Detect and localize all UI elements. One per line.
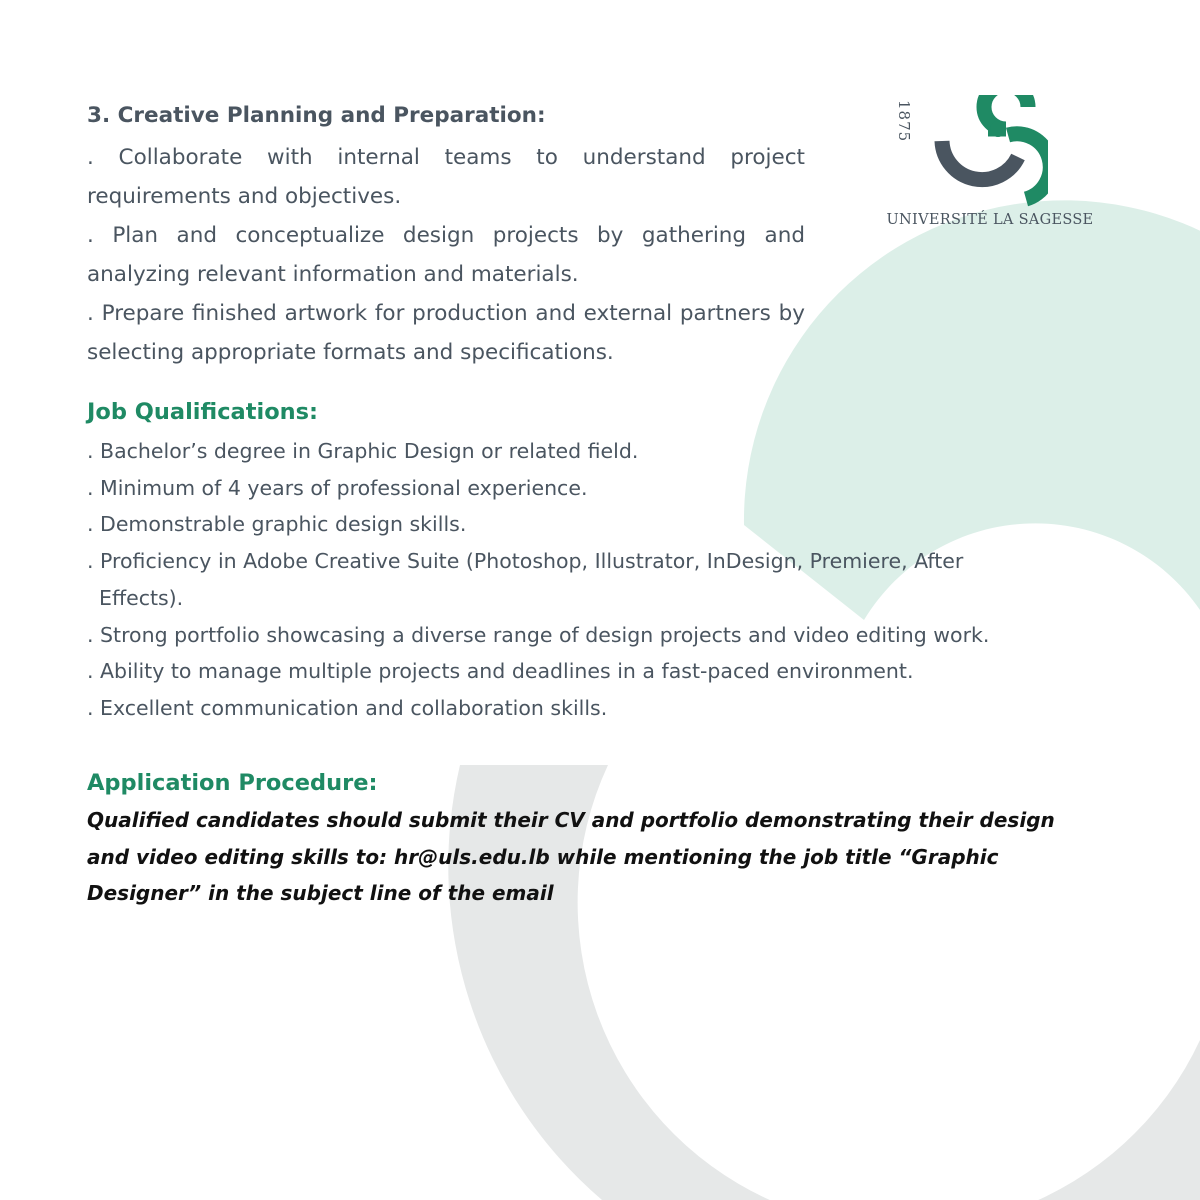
qualification-item: . Excellent communication and collaboration skills.	[87, 695, 608, 720]
creative-item: . Prepare finished artwork for production and external partners by selecting appropriate formats and specifications.	[87, 301, 805, 365]
job-qualifications-heading: Job Qualifications:	[87, 399, 319, 425]
creative-item: . Plan and conceptualize design projects by gathering and analyzing relevant information and materials.	[87, 223, 805, 287]
qualification-item: . Strong portfolio showcasing a diverse range of design projects and video editing work.	[87, 622, 990, 647]
creative-item: . Collaborate with internal teams to understand project requirements and objectives.	[87, 145, 805, 209]
sagesse-logo-mark-icon	[928, 95, 1048, 207]
qualifications-list	[87, 433, 1127, 727]
logo-university-name: UNIVERSITÉ LA SAGESSE	[886, 212, 1094, 228]
logo-year: 1875	[895, 100, 913, 143]
application-instructions: Qualified candidates should submit their CV and portfolio demonstrating their design and video editing skills to: hr@uls.edu.lb while mentioning the job title “Graphic Designer” in the subject line of the email	[87, 808, 1055, 905]
qualification-item: . Bachelor’s degree in Graphic Design or related field.	[87, 439, 639, 463]
job-qualifications-section	[87, 395, 1127, 727]
creative-planning-heading: 3. Creative Planning and Preparation:	[87, 103, 546, 128]
creative-planning-section	[87, 100, 805, 372]
university-logo	[870, 95, 1110, 245]
application-procedure-section	[87, 766, 1077, 912]
qualification-item: . Ability to manage multiple projects and deadlines in a fast-paced environment.	[87, 659, 914, 684]
qualification-item: . Proficiency in Adobe Creative Suite (Photoshop, Illustrator, InDesign, Premiere, After Effects).	[87, 549, 964, 610]
qualification-item: . Minimum of 4 years of professional experience.	[87, 475, 588, 500]
qualification-item: . Demonstrable graphic design skills.	[87, 512, 467, 537]
application-procedure-heading: Application Procedure:	[87, 770, 378, 796]
